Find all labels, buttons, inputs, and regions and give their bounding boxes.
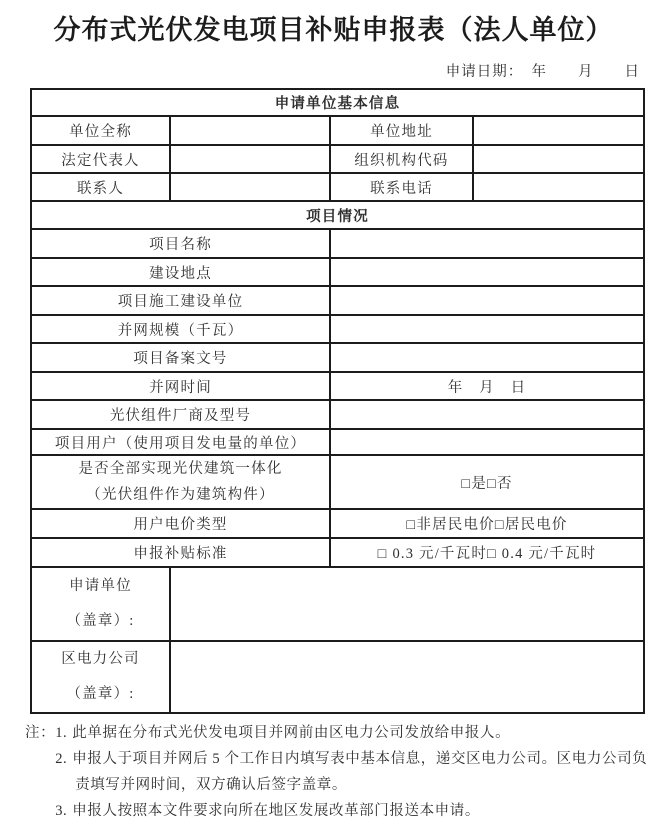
field-label-bipv-line1: 是否全部实现光伏建筑一体化 xyxy=(78,461,283,477)
field-label-unit-name: 单位全称 xyxy=(31,116,170,145)
section-header-project-info: 项目情况 xyxy=(31,201,644,229)
field-label-project-user: 项目用户（使用项目发电量的单位） xyxy=(31,429,330,455)
input-cell-grid-connection-date[interactable]: 年 月 日 xyxy=(330,372,644,400)
table-row xyxy=(31,400,644,429)
field-label-bipv-line2: （光伏组件作为建筑构件） xyxy=(86,487,275,503)
stamp-label-district-power-company-line2: （盖章）: xyxy=(66,686,135,702)
field-label-project-name: 项目名称 xyxy=(31,229,330,258)
table-row xyxy=(31,429,644,455)
input-cell-construction-unit[interactable] xyxy=(330,286,644,315)
field-label-grid-capacity-kw: 并网规模（千瓦） xyxy=(31,315,330,343)
input-cell-unit-address[interactable] xyxy=(473,116,644,145)
table-row xyxy=(31,372,644,400)
field-label-tariff-type: 用户电价类型 xyxy=(31,509,330,538)
table-row xyxy=(31,567,644,641)
stamp-label-district-power-company-line1: 区电力公司 xyxy=(61,651,140,667)
table-row xyxy=(31,89,644,116)
footnote-1 xyxy=(55,720,653,746)
stamp-label-applicant-unit-line1: 申请单位 xyxy=(69,578,132,594)
table-row xyxy=(31,173,644,201)
table-row xyxy=(31,641,644,713)
footnote-2-text: 申报人于项目并网后 5 个工作日内填写表中基本信息，递交区电力公司。区电力公司负责填写并网时间，双方确认后签字盖章。 xyxy=(72,751,648,793)
field-label-unit-address: 单位地址 xyxy=(330,116,473,145)
input-cell-legal-representative[interactable] xyxy=(170,145,330,173)
table-row xyxy=(31,201,644,229)
footnote-3 xyxy=(55,798,653,824)
footnote-2 xyxy=(55,746,653,798)
field-label-subsidy-standard: 申报补贴标准 xyxy=(31,538,330,567)
footnote-1-text: 此单据在分布式光伏发电项目并网前由区电力公司发放给申报人。 xyxy=(72,725,511,741)
footnote-3-text: 申报人按照本文件要求向所在地区发展改革部门报送本申请。 xyxy=(72,803,480,819)
field-label-grid-connection-date: 并网时间 xyxy=(31,372,330,400)
input-cell-grid-capacity-kw[interactable] xyxy=(330,315,644,343)
field-label-contact-person: 联系人 xyxy=(31,173,170,201)
table-row xyxy=(31,258,644,286)
input-cell-record-number[interactable] xyxy=(330,343,644,372)
input-cell-unit-name[interactable] xyxy=(170,116,330,145)
table-row xyxy=(31,455,644,509)
field-label-legal-representative: 法定代表人 xyxy=(31,145,170,173)
footnote-3-number: 3. xyxy=(55,803,68,819)
stamp-area-district-power-company[interactable] xyxy=(170,641,644,713)
checkbox-options-subsidy-standard[interactable]: □ 0.3 元/千瓦时□ 0.4 元/千瓦时 xyxy=(330,538,644,567)
footnote-2-number: 2. xyxy=(55,751,68,767)
field-label-pv-module-model: 光伏组件厂商及型号 xyxy=(31,400,330,429)
section-header-basic-info: 申请单位基本信息 xyxy=(31,89,644,116)
input-cell-organization-code[interactable] xyxy=(473,145,644,173)
stamp-area-applicant-unit[interactable] xyxy=(170,567,644,641)
field-label-bipv xyxy=(31,455,330,509)
checkbox-options-tariff-type[interactable]: □非居民电价□居民电价 xyxy=(330,509,644,538)
field-label-construction-site: 建设地点 xyxy=(31,258,330,286)
stamp-label-district-power-company xyxy=(31,641,170,713)
table-row xyxy=(31,509,644,538)
field-label-record-number: 项目备案文号 xyxy=(31,343,330,372)
input-cell-contact-phone[interactable] xyxy=(473,173,644,201)
stamp-label-applicant-unit-line2: （盖章）: xyxy=(66,613,135,629)
stamp-label-applicant-unit xyxy=(31,567,170,641)
input-cell-project-name[interactable] xyxy=(330,229,644,258)
input-cell-pv-module-model[interactable] xyxy=(330,400,644,429)
table-row xyxy=(31,538,644,567)
input-cell-contact-person[interactable] xyxy=(170,173,330,201)
footnotes-body xyxy=(55,720,653,824)
checkbox-options-bipv-yes-no[interactable]: □是□否 xyxy=(330,455,644,509)
field-label-construction-unit: 项目施工建设单位 xyxy=(31,286,330,315)
footnotes-prefix: 注： xyxy=(25,725,56,741)
table-row xyxy=(31,116,644,145)
table-row xyxy=(31,286,644,315)
subsidy-application-form-table xyxy=(30,88,645,714)
table-row xyxy=(31,229,644,258)
input-cell-project-user[interactable] xyxy=(330,429,644,455)
application-date-line: 申请日期： 年 月 日 xyxy=(445,64,640,80)
field-label-organization-code: 组织机构代码 xyxy=(330,145,473,173)
table-row xyxy=(31,315,644,343)
field-label-contact-phone: 联系电话 xyxy=(330,173,473,201)
input-cell-construction-site[interactable] xyxy=(330,258,644,286)
page-title: 分布式光伏发电项目补贴申报表（法人单位） xyxy=(53,15,614,45)
footnotes xyxy=(25,720,653,824)
table-row xyxy=(31,343,644,372)
table-row xyxy=(31,145,644,173)
footnote-1-number: 1. xyxy=(55,725,68,741)
